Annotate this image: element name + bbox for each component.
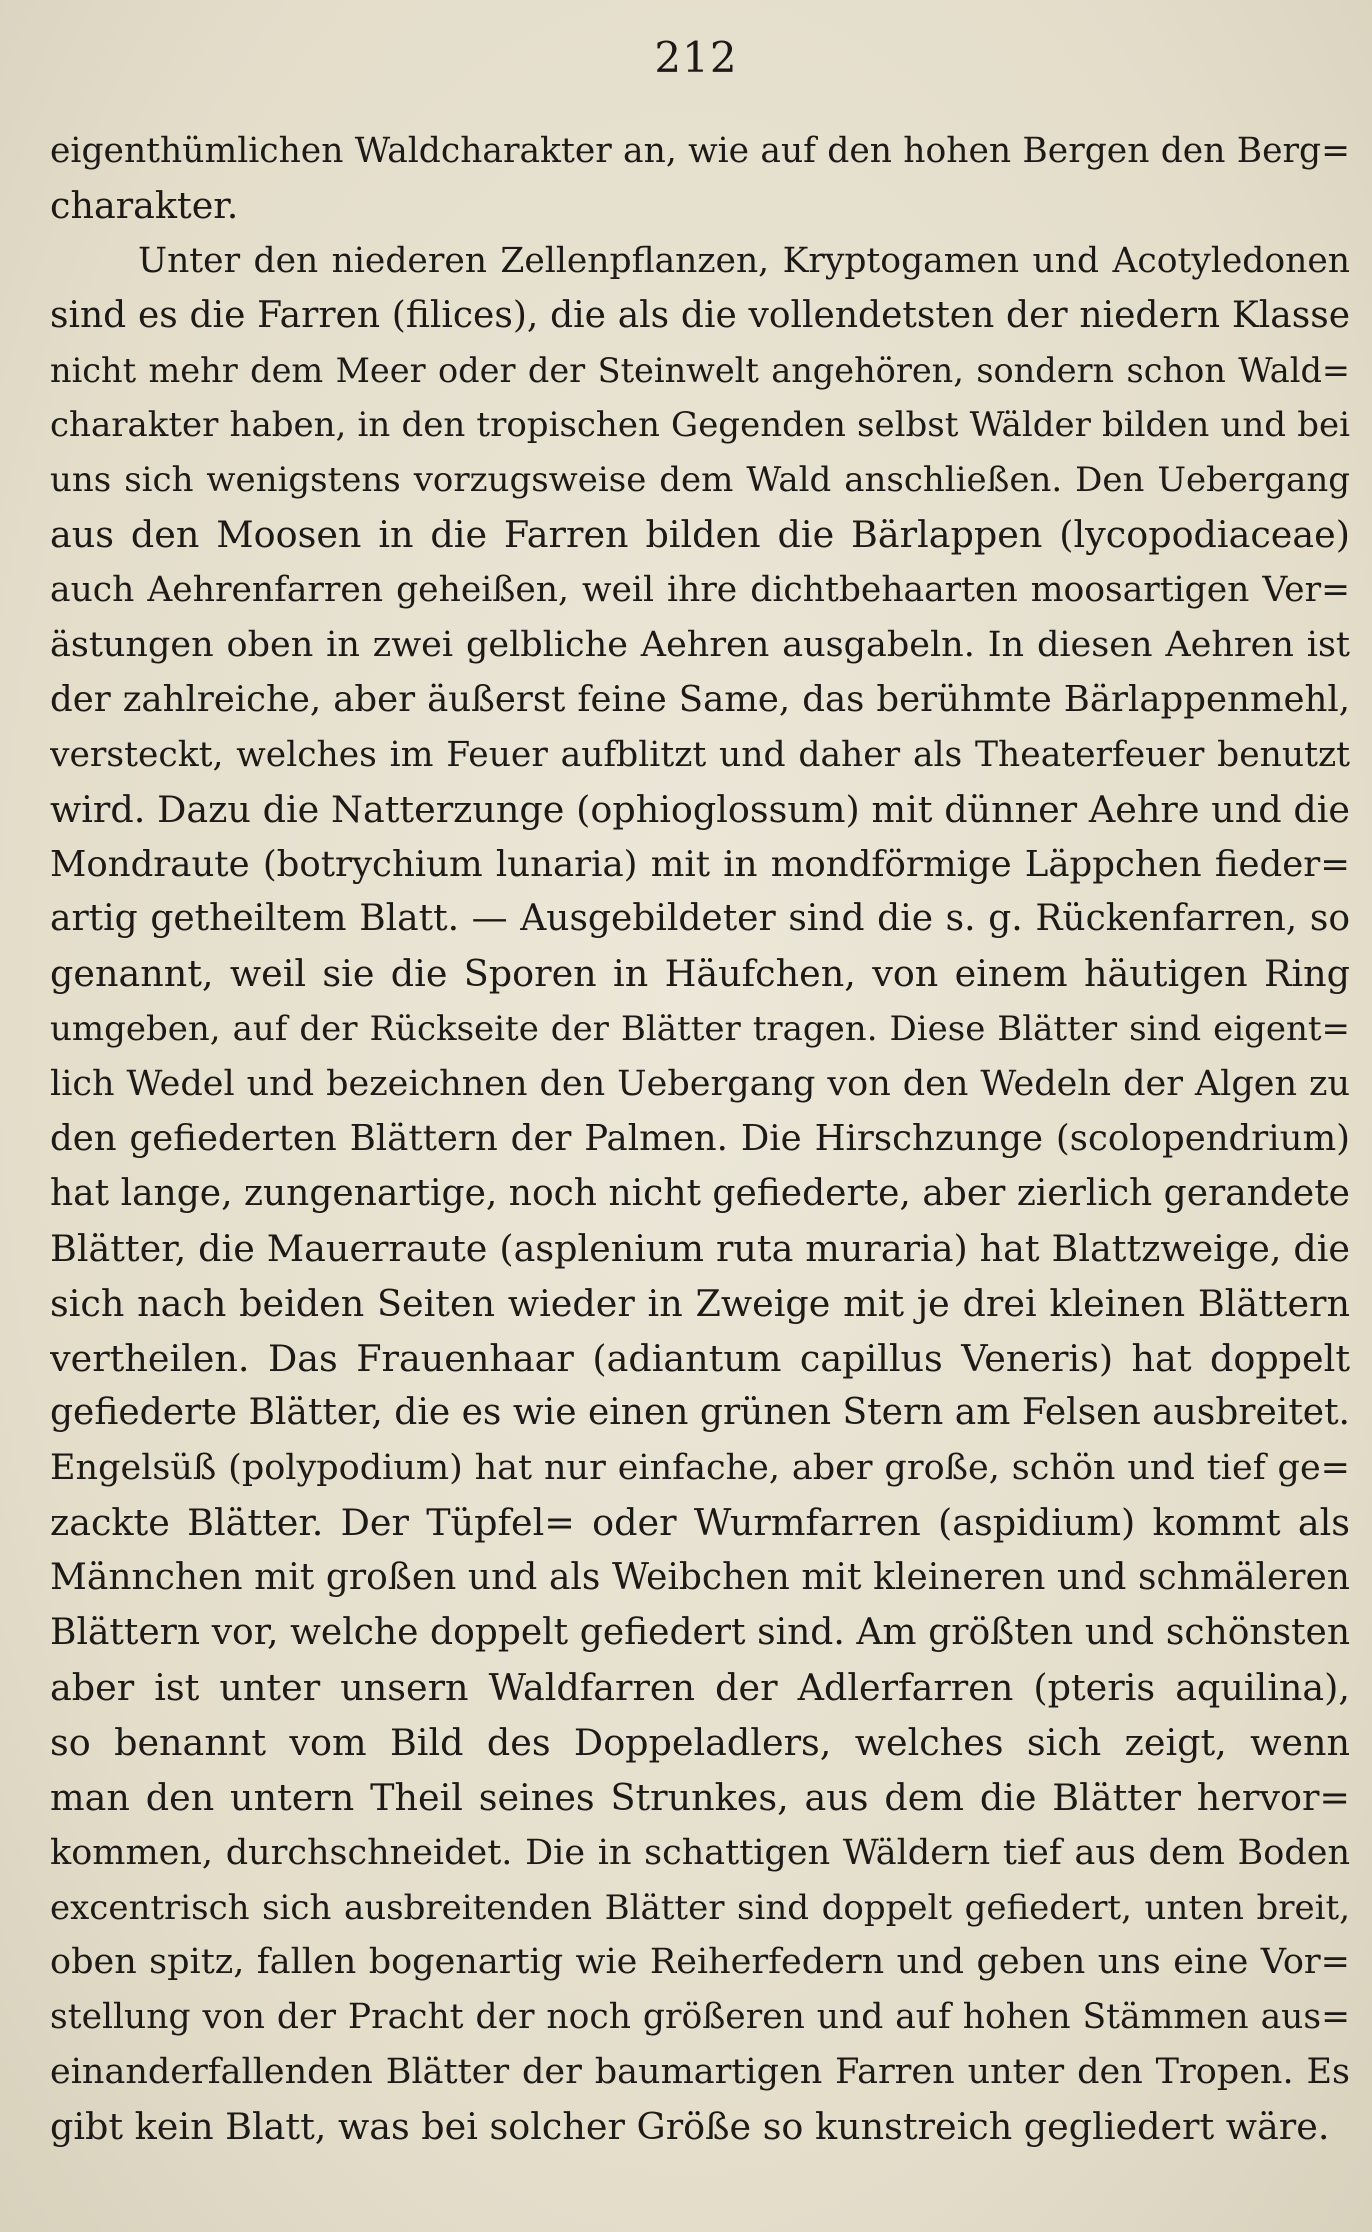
text-line: kommen, durchschneidet. Die in schattigen Wäldern tief aus dem Boden [50, 1832, 1350, 1873]
page-number: 212 [654, 33, 738, 82]
text-line: Blättern vor, welche doppelt gefiedert sind. Am größten und schönsten [50, 1612, 1350, 1654]
text-line: sich nach beiden Seiten wieder in Zweige mit je drei kleinen Blättern [50, 1281, 1350, 1325]
text-line: man den untern Theil seines Strunkes, aus dem die Blätter hervor= [50, 1775, 1350, 1819]
text-line: uns sich wenigstens vorzugsweise dem Wald anschließen. Den Uebergang [50, 460, 1350, 501]
text-line: gefiederte Blätter, die es wie einen grünen Stern am Felsen ausbreitet. [50, 1392, 1350, 1434]
text-line: Engelsüß (polypodium) hat nur einfache, aber große, schön und tief ge= [50, 1448, 1350, 1489]
text-line: Mondraute (botrychium lunaria) mit in mondförmige Läppchen fieder= [50, 843, 1350, 885]
text-line: versteckt, welches im Feuer aufblitzt und daher als Theaterfeuer benutzt [50, 734, 1350, 775]
text-line: stellung von der Pracht der noch größeren und auf hohen Stämmen aus= [50, 1997, 1350, 2038]
text-line: der zahlreiche, aber äußerst feine Same, das berühmte Bärlappenmehl, [50, 678, 1350, 720]
text-line: gibt kein Blatt, was bei solcher Größe so kunstreich gegliedert wäre. [50, 2105, 1330, 2149]
text-line: einanderfallenden Blätter der baumartigen Farren unter den Tropen. Es [50, 2052, 1350, 2093]
text-line: so benannt vom Bild des Doppeladlers, welches sich zeigt, wenn [50, 1720, 1350, 1764]
text-line: sind es die Farren (filices), die als die vollendetsten der niedern Klasse [50, 294, 1350, 336]
text-line: Blätter, die Mauerraute (asplenium ruta muraria) hat Blattzweige, die [50, 1226, 1350, 1270]
body-text [50, 124, 1350, 2155]
text-line: aus den Moosen in die Farren bilden die Bärlappen (lycopodiaceae) [50, 513, 1350, 557]
text-line: genannt, weil sie die Sporen in Häufchen, von einem häutigen Ring [50, 952, 1350, 996]
text-line: excentrisch sich ausbreitenden Blätter sind doppelt gefiedert, unten breit, [50, 1887, 1350, 1928]
text-line: lich Wedel und bezeichnen den Uebergang von den Wedeln der Algen zu [50, 1064, 1350, 1105]
text-line: den gefiederten Blättern der Palmen. Die Hirschzunge (scolopendrium) [50, 1118, 1350, 1160]
text-line: charakter. [50, 183, 239, 227]
text-line: zackte Blätter. Der Tüpfel= oder Wurmfarren (aspidium) kommt als [50, 1501, 1350, 1545]
text-line: ästungen oben in zwei gelbliche Aehren ausgabeln. In diesen Aehren ist [50, 625, 1350, 666]
text-line: artig getheiltem Blatt. — Ausgebildeter sind die s. g. Rückenfarren, so [50, 898, 1350, 940]
text-line: eigenthümlichen Waldcharakter an, wie auf den hohen Bergen den Berg= [50, 131, 1350, 171]
text-line: oben spitz, fallen bogenartig wie Reiherfedern und geben uns eine Vor= [50, 1942, 1350, 1983]
text-line: vertheilen. Das Frauenhaar (adiantum capillus Veneris) hat doppelt [50, 1336, 1350, 1380]
text-line: charakter haben, in den tropischen Gegenden selbst Wälder bilden und bei [50, 405, 1350, 446]
text-line: wird. Dazu die Natterzunge (ophioglossum) mit dünner Aehre und die [50, 787, 1350, 831]
text-line: hat lange, zungenartige, noch nicht gefiederte, aber zierlich gerandete [50, 1172, 1350, 1214]
text-line: nicht mehr dem Meer oder der Steinwelt angehören, sondern schon Wald= [50, 350, 1350, 390]
text-line: auch Aehrenfarren geheißen, weil ihre dichtbehaarten moosartigen Ver= [50, 570, 1350, 611]
text-line: Unter den niederen Zellenpflanzen, Kryptogamen und Acotyledonen [138, 240, 1350, 281]
text-line: aber ist unter unsern Waldfarren der Adlerfarren (pteris aquilina), [50, 1665, 1350, 1709]
text-line: Männchen mit großen und als Weibchen mit kleineren und schmäleren [50, 1557, 1350, 1599]
text-line: umgeben, auf der Rückseite der Blätter tragen. Diese Blätter sind eigent= [50, 1009, 1350, 1050]
